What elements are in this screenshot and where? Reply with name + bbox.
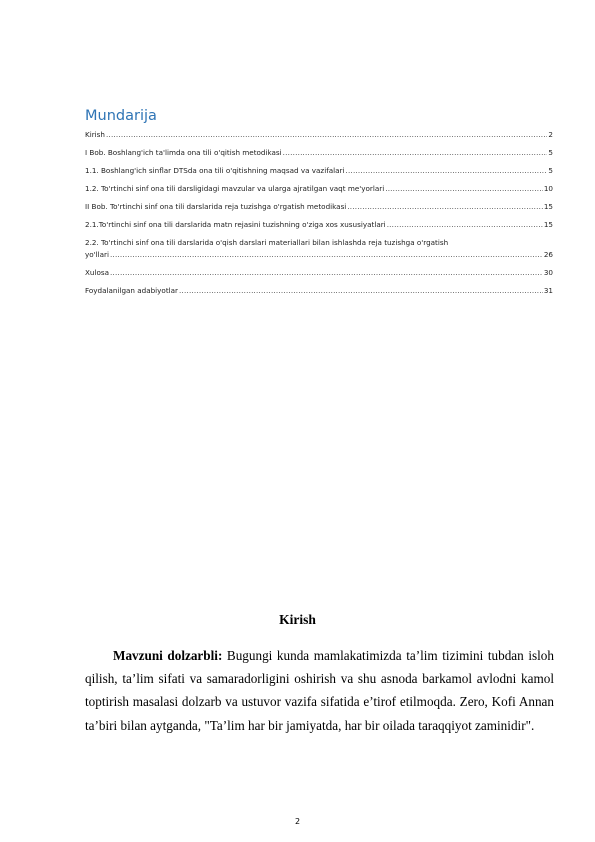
toc-leader-dots (106, 130, 547, 139)
section-heading: Kirish (279, 612, 316, 627)
toc-title: Mundarija (85, 108, 157, 124)
toc-leader-dots (283, 148, 548, 157)
page-number: 2 (294, 817, 301, 826)
toc-leader-dots (110, 268, 543, 277)
toc-leader-dots (387, 220, 543, 229)
toc-entry-continuation (85, 250, 553, 259)
toc-leader-dots (345, 166, 547, 175)
toc-entry-page: 15 (543, 220, 553, 229)
intro-paragraph (85, 644, 554, 737)
toc-leader-dots (110, 250, 543, 259)
toc-entry-label: I Bob. Boshlang'ich ta'limda ona tili o'qitish metodikasi (85, 148, 282, 157)
toc-entry[interactable] (85, 220, 553, 229)
toc-entry-label: 2.1.To'rtinchi sinf ona tili darslarida matn rejasini tuzishning o'ziga xos xususiyatlari (85, 220, 386, 229)
toc-entry[interactable] (85, 238, 553, 259)
toc-entry-page: 30 (543, 268, 553, 277)
toc-entry-page: 5 (548, 166, 553, 175)
toc-entry-label: Xulosa (85, 268, 110, 277)
toc-entry[interactable] (85, 130, 553, 139)
toc-leader-dots (347, 202, 543, 211)
toc-entry-page: 26 (543, 250, 553, 259)
toc-leader-dots (385, 184, 543, 193)
toc-entry-label: 1.1. Boshlang'ich sinflar DTSda ona tili o'qitishning maqsad va vazifalari (85, 166, 345, 175)
toc-entry-label: II Bob. To'rtinchi sinf ona tili darslarida reja tuzishga o'rgatish metodikasi (85, 202, 347, 211)
toc-entry-page: 10 (543, 184, 553, 193)
toc-entry-page: 2 (548, 130, 553, 139)
toc-entry[interactable] (85, 268, 553, 277)
toc-entry[interactable] (85, 184, 553, 193)
toc-entry-label: Foydalanilgan adabiyotlar (85, 286, 179, 295)
toc-entry-page: 15 (543, 202, 553, 211)
paragraph-text: Bugungi kunda mamlakatimizda ta’lim tizimini tubdan isloh qilish, ta’lim sifati va samaradorligini oshirish va shu asnoda barkamol avlodni kamol toptirish masalasi dolzarb va ustuvor vazifa sifatida e’tirof etilmoqda. Zero, Kofi Annan ta’biri bilan aytganda, "Ta’lim har bir jamiyatda, har bir oilada taraqqiyot zaminidir". (85, 648, 554, 733)
toc-entry-label: 1.2. To'rtinchi sinf ona tili darsligidagi mavzular va ularga ajratilgan vaqt me'yorlari (85, 184, 385, 193)
toc-entry-label-continued: yo'llari (85, 250, 109, 259)
toc-entry-page: 5 (548, 148, 553, 157)
toc-leader-dots (179, 286, 543, 295)
toc-entry-label: Kirish (85, 130, 105, 139)
table-of-contents (85, 107, 553, 304)
paragraph-lead: Mavzuni dolzarbli: (113, 648, 223, 663)
toc-entry-page: 31 (543, 286, 553, 295)
toc-entry[interactable] (85, 286, 553, 295)
toc-entry[interactable] (85, 148, 553, 157)
toc-entry-label: 2.2. To'rtinchi sinf ona tili darslarida o'qish darslari materiallari bilan ishlashda reja tuzishga o'rgatish (85, 238, 449, 247)
toc-entry[interactable] (85, 166, 553, 175)
toc-entry[interactable] (85, 202, 553, 211)
